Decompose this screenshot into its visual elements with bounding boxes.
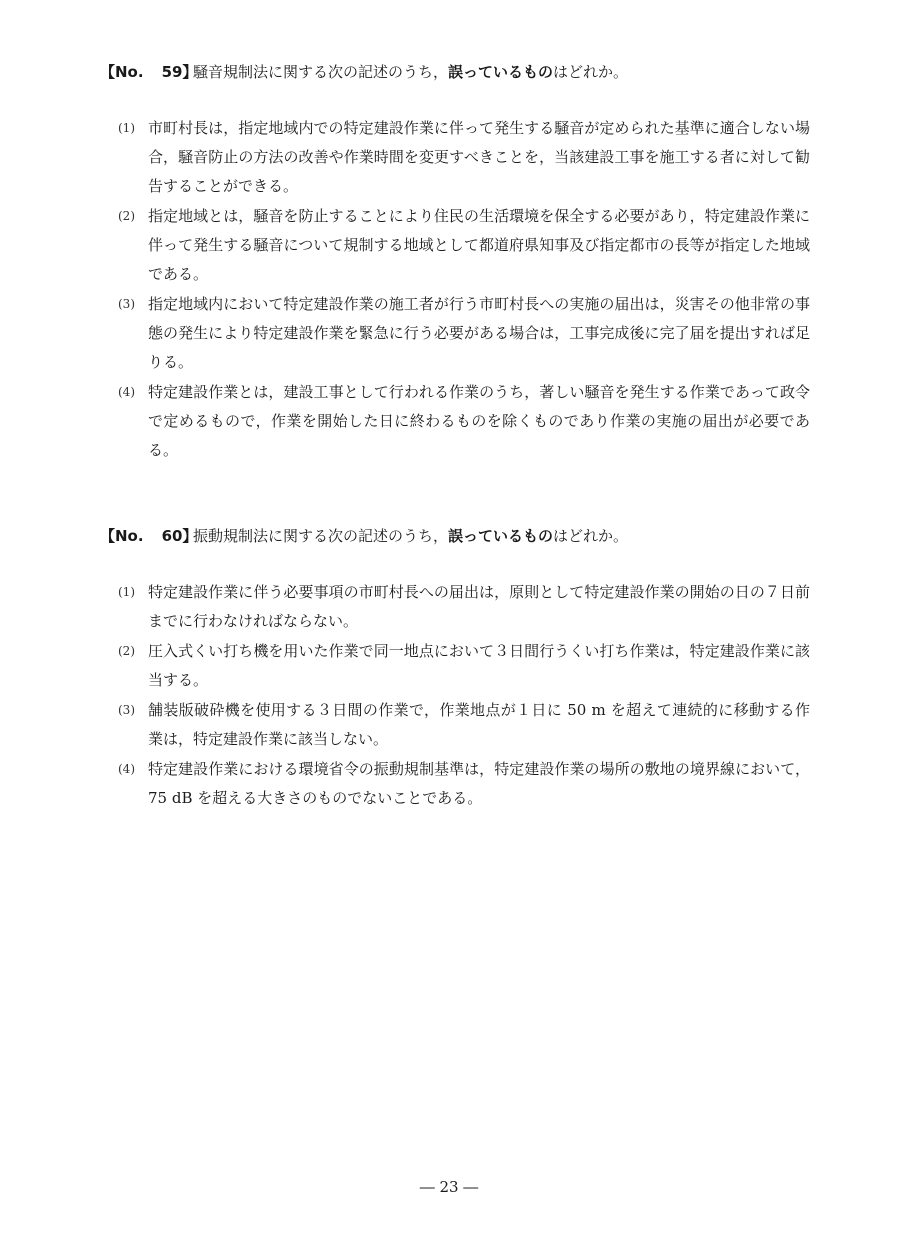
option-list [100,578,810,813]
option-text: 舗装版破砕機を使用する３日間の作業で，作業地点が１日に 50 m を超えて連続的に移動する作業は，特定建設作業に該当しない。 [148,701,810,748]
question-number-label: 【No. [100,63,144,81]
question-stem-before: 騒音規制法に関する次の記述のうち， [193,63,449,81]
question-header [100,522,810,550]
option-number: (4) [118,762,135,776]
question-header [100,58,810,86]
option-item [100,755,810,813]
option-text: 市町村長は，指定地域内での特定建設作業に伴って発生する騒音が定められた基準に適合しない場合，騒音防止の方法の改善や作業時間を変更すべきことを，当該建設工事を施工する者に対して勧告することができる。 [148,119,810,195]
option-text: 特定建設作業とは，建設工事として行われる作業のうち，著しい騒音を発生する作業であって政令で定めるもので，作業を開始した日に終わるものを除くものであり作業の実施の届出が必要である。 [148,383,810,459]
question-stem-emphasis: 誤っているもの [448,63,554,81]
option-number: (1) [118,121,135,135]
option-item [100,637,810,695]
question-stem-emphasis: 誤っているもの [448,527,554,545]
option-text: 特定建設作業に伴う必要事項の市町村長への届出は，原則として特定建設作業の開始の日の７日前までに行わなければならない。 [148,583,810,630]
option-list [100,114,810,465]
option-text: 圧入式くい打ち機を用いた作業で同一地点において３日間行うくい打ち作業は，特定建設作業に該当する。 [148,642,810,689]
question-60 [100,522,810,814]
question-number [100,522,198,550]
question-stem-before: 振動規制法に関する次の記述のうち， [193,527,449,545]
option-item [100,378,810,465]
option-item [100,696,810,754]
option-item [100,202,810,289]
question-stem [193,63,628,81]
option-number: (3) [118,703,135,717]
option-number: (2) [118,209,135,223]
option-text: 指定地域とは，騒音を防止することにより住民の生活環境を保全する必要があり，特定建設作業に伴って発生する騒音について規制する地域として都道府県知事及び指定都市の長等が指定した地域である。 [148,207,810,283]
question-number-value: 60】 [161,527,198,545]
option-text: 指定地域内において特定建設作業の施工者が行う市町村長への実施の届出は，災害その他非常の事態の発生により特定建設作業を緊急に行う必要がある場合は，工事完成後に完了届を提出すれば足りる。 [148,295,810,371]
question-number-value: 59】 [161,63,198,81]
page-number: ― 23 ― [419,1178,479,1196]
option-number: (1) [118,585,135,599]
option-item [100,114,810,201]
question-59 [100,58,810,466]
question-stem [193,527,628,545]
question-stem-after: はどれか。 [553,63,629,81]
option-number: (2) [118,644,135,658]
option-text: 特定建設作業における環境省令の振動規制基準は，特定建設作業の場所の敷地の境界線において，75 dB を超える大きさのものでないことである。 [148,760,810,807]
option-item [100,290,810,377]
option-number: (4) [118,385,135,399]
option-item [100,578,810,636]
question-number [100,58,198,86]
question-stem-after: はどれか。 [553,527,629,545]
option-number: (3) [118,297,135,311]
question-number-label: 【No. [100,527,144,545]
